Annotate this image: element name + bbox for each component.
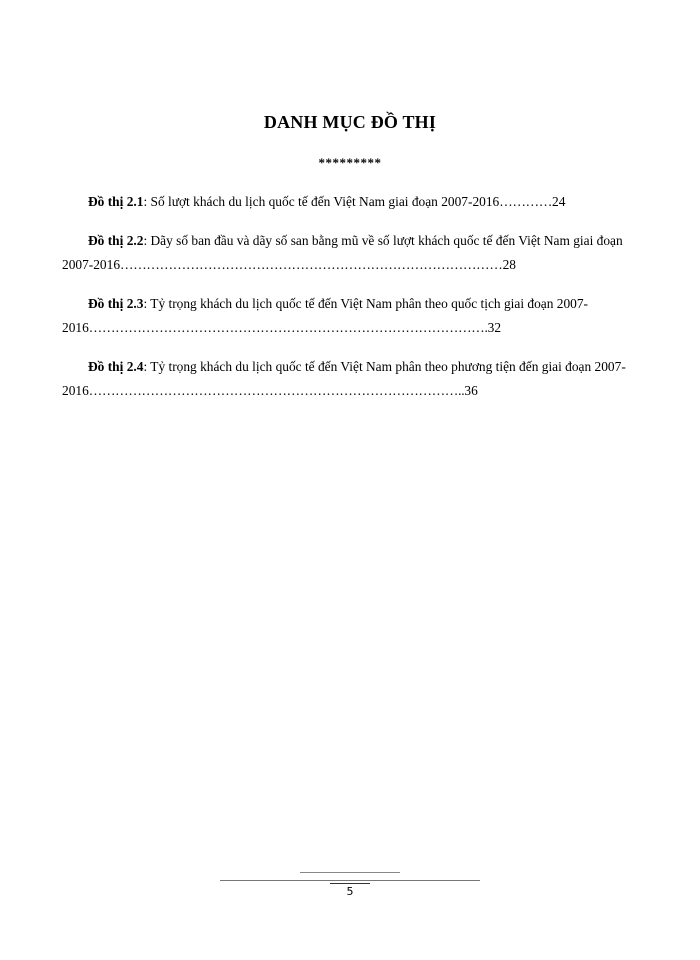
figure-caption: : Số lượt khách du lịch quốc tế đến Việt Nam giai đoạn 2007-2016 [143,194,500,209]
footer-rule-short [330,883,370,884]
figure-entry-2-1 [62,190,638,214]
figure-caption: : Tỷ trọng khách du lịch quốc tế đến Việt Nam phân theo phương tiện đến giai đoạn 2007-2016 [62,359,626,398]
figure-list [62,190,638,418]
leader-dots: ………………………………………………………………………………. [88,320,488,335]
footer-divider [220,872,480,884]
page-title: DANH MỤC ĐỒ THỊ [263,112,437,132]
leader-dots: ………… [499,194,553,209]
leader-dots: ………………………………………………………………………….. [88,383,465,398]
figure-entry-2-2 [62,229,638,277]
figure-label: Đồ thị 2.1 [88,194,144,209]
figure-page: 24 [552,194,566,209]
page-number: 5 [346,885,354,898]
figure-label: Đồ thị 2.2 [88,233,144,248]
footer-rule-main [220,880,480,881]
figure-page: 32 [487,320,502,335]
figure-entry-2-4 [62,355,638,403]
figure-caption: : Dãy số ban đầu và dãy số san bằng mũ về số lượt khách quốc tế đến Việt Nam giai đoạn 2007-2016 [62,233,623,272]
figure-label: Đồ thị 2.3 [88,296,144,311]
figure-page: 36 [464,383,478,398]
leader-dots: …………………………………………………………………………… [120,257,503,272]
figure-caption: : Tỷ trọng khách du lịch quốc tế đến Việt Nam phân theo quốc tịch giai đoạn 2007-2016 [62,296,589,335]
figure-entry-2-3 [62,292,638,340]
footer-rule-top [300,872,400,873]
figure-page: 28 [502,257,516,272]
title-separator: ********* [318,155,382,170]
figure-label: Đồ thị 2.4 [88,359,144,374]
